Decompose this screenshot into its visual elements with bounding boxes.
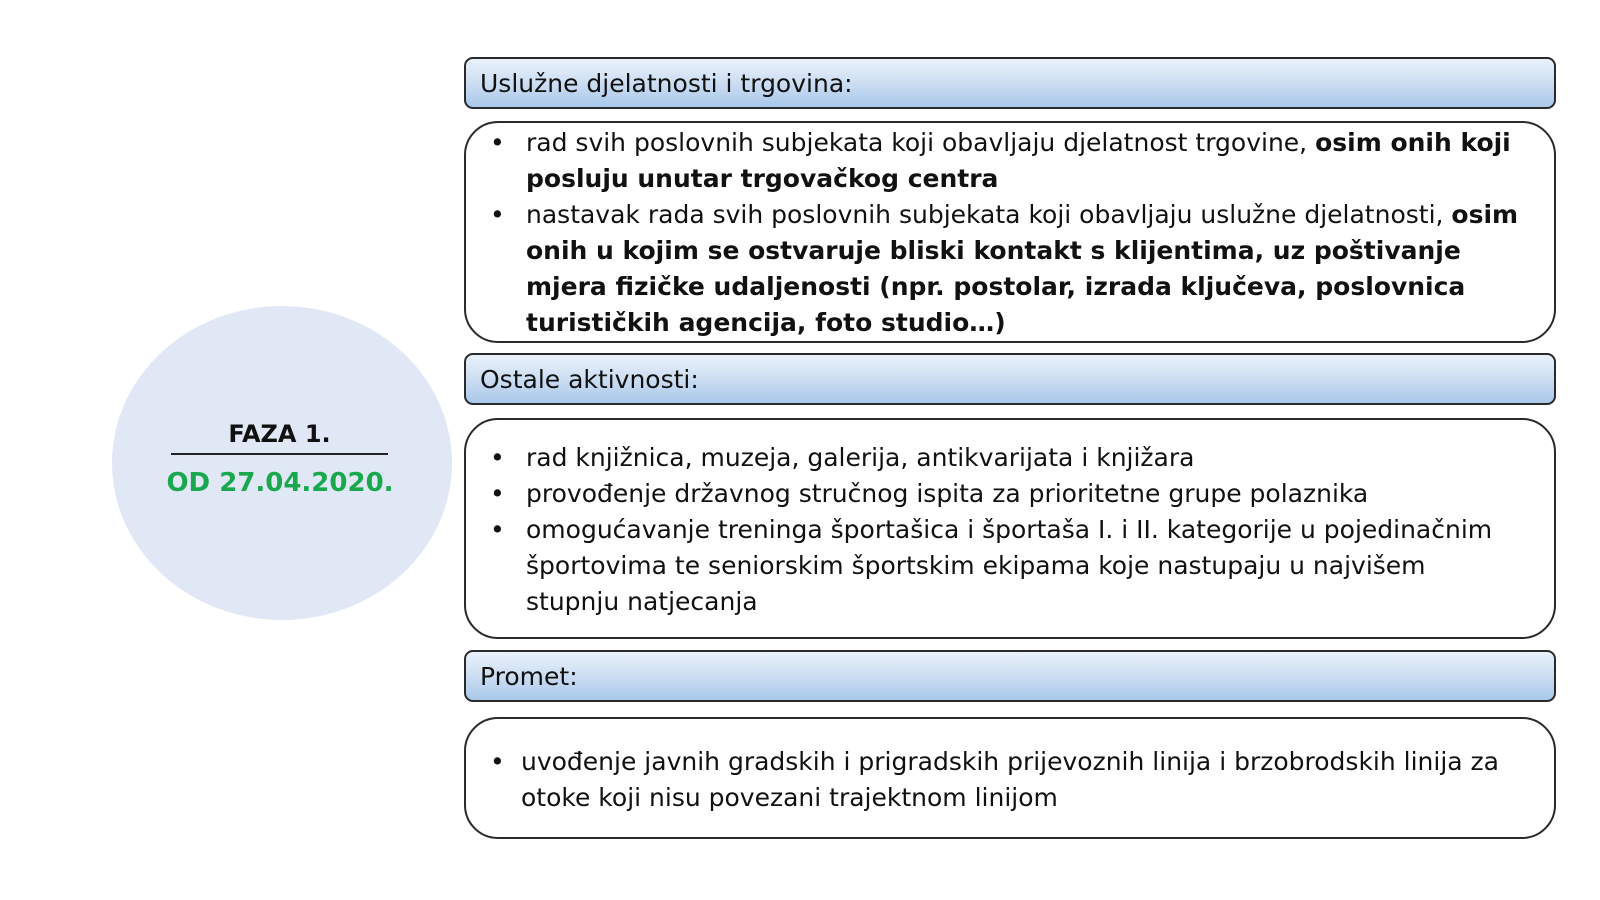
- bullet-list: [466, 744, 1554, 816]
- list-item: [466, 744, 1554, 816]
- list-item: [466, 440, 1554, 476]
- item-text: provođenje državnog stručnog ispita za prioritetne grupe polaznika: [526, 479, 1369, 508]
- section-header-label: Uslužne djelatnosti i trgovina:: [480, 68, 853, 98]
- section-box-other: [464, 418, 1556, 639]
- item-text-bold: osim onih u kojim se ostvaruje bliski kontakt s klijentima, uz poštivanje mjera fizičke udaljenosti (npr. postolar, izrada ključeva, poslovnica turističkih agencija, foto studio…): [526, 200, 1519, 337]
- item-text: rad knjižnica, muzeja, galerija, antikvarijata i knjižara: [526, 443, 1195, 472]
- bullet-list: [466, 440, 1554, 620]
- item-text-bold: osim onih koji posluju unutar trgovačkog centra: [526, 128, 1511, 193]
- list-item: [466, 125, 1554, 197]
- section-header-other: [464, 353, 1556, 405]
- phase-circle: [112, 306, 452, 620]
- section-header-services: [464, 57, 1556, 109]
- bullet-list: [466, 125, 1554, 341]
- list-item: [466, 197, 1554, 341]
- item-text: uvođenje javnih gradskih i prigradskih prijevoznih linija i brzobrodskih linija za otoke koji nisu povezani trajektnom linijom: [521, 747, 1499, 812]
- section-header-transport: [464, 650, 1556, 702]
- item-text: omogućavanje treninga športašica i športaša I. i II. kategorije u pojedinačnim športovima te seniorskim športskim ekipama koje nastupaju u najvišem stupnju natjecanja: [526, 515, 1493, 616]
- phase-date: OD 27.04.2020.: [166, 468, 394, 498]
- list-item: [466, 476, 1554, 512]
- phase-title: FAZA 1.: [171, 420, 388, 455]
- section-header-label: Ostale aktivnosti:: [480, 364, 699, 394]
- item-text: rad svih poslovnih subjekata koji obavljaju djelatnost trgovine,: [526, 128, 1316, 157]
- section-box-transport: [464, 717, 1556, 839]
- section-box-services: [464, 121, 1556, 343]
- section-header-label: Promet:: [480, 661, 578, 691]
- list-item: [466, 512, 1554, 620]
- item-text: nastavak rada svih poslovnih subjekata koji obavljaju uslužne djelatnosti,: [526, 200, 1452, 229]
